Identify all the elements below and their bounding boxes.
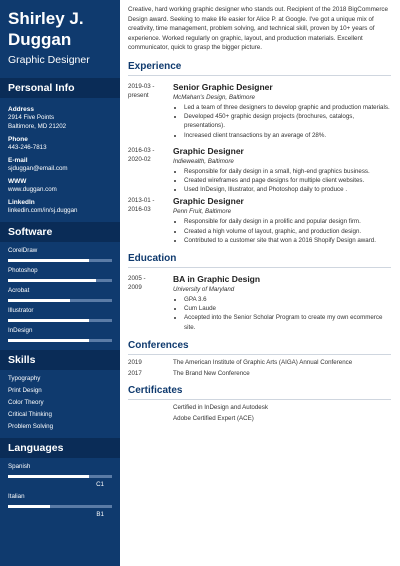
personal-info-heading: Personal Info [0, 78, 120, 98]
experience-heading: Experience [128, 61, 391, 76]
profile-summary: Creative, hard working graphic designer who stands out. Recipient of the 2018 BigCommerce Design award. Seeking to make life easier for Alice P. at Google. I've got a unique mix of creativity, time management, problem solving, and technical skill, proven by 10+ years of experience. Worked regularly on graphic, layout, and production materials. Excellent communicator, quick to grasp the bigger picture. [128, 6, 389, 52]
school: University of Maryland [173, 286, 235, 293]
email-value: sjduggan@email.com [8, 165, 68, 172]
software-bar [8, 259, 112, 262]
job-bullets [173, 217, 391, 245]
employer: Indiewealth, Baltimore [173, 157, 234, 165]
job-bullets [173, 167, 391, 195]
conferences-list [128, 359, 391, 377]
software-label: Photoshop [8, 267, 38, 274]
email-label: E-mail [8, 157, 28, 164]
bullet-item: • Created a high volume of layout, graphic, and production design. [184, 227, 391, 236]
experience-list [128, 82, 391, 245]
experience-entry [128, 82, 391, 140]
conference-row [128, 359, 391, 366]
conference-year: 2017 [128, 369, 142, 377]
job-title: Senior Graphic Designer [173, 81, 273, 92]
software-bar-fill [8, 259, 89, 262]
name-line-1: Shirley J. [8, 9, 84, 28]
certificate-spacer [128, 415, 173, 422]
software-item [0, 307, 120, 322]
date-end: present [128, 91, 149, 99]
skills-list [0, 375, 120, 430]
date-end: 2020-02 [128, 155, 151, 163]
entry-date [128, 146, 173, 195]
language-item [0, 463, 120, 488]
bullet-item: • Cum Laude [184, 304, 391, 313]
language-level: B1 [96, 511, 104, 518]
phone-value: 443-246-7813 [8, 144, 47, 151]
entry-body [173, 274, 391, 332]
date-start: 2013-01 - [128, 197, 155, 205]
entry-date [128, 82, 173, 140]
bullet-item: • Led a team of three designers to develop graphic and production materials. [184, 103, 391, 112]
bullet-item: • Created wireframes and page designs for multiple client websites. [184, 176, 391, 185]
software-bar-fill [8, 299, 70, 302]
language-bar-fill [8, 505, 50, 508]
skill-item: Critical Thinking [8, 411, 52, 418]
language-label: Italian [8, 493, 25, 500]
conference-name: The Brand New Conference [173, 369, 250, 377]
certificate-row [128, 415, 391, 422]
address-line-2: Baltimore, MD 21202 [8, 123, 67, 130]
skill-item: Print Design [8, 387, 42, 394]
software-item [0, 287, 120, 302]
date-start: 2019-03 - [128, 82, 155, 90]
name-line-2: Duggan [8, 30, 72, 49]
software-bar-fill [8, 339, 89, 342]
linkedin-value: linkedin.com/in/sj.duggan [8, 207, 78, 214]
address-line-1: 2914 Five Points [8, 114, 55, 121]
experience-entry [128, 196, 391, 245]
www-label: WWW [8, 178, 27, 185]
personal-info [0, 98, 120, 215]
bullet-item: • GPA 3.6 [184, 295, 391, 304]
employer: McMahan's Design, Baltimore [173, 93, 255, 101]
bullet-item: • Responsible for daily design in a small, high-end graphics business. [184, 167, 391, 176]
software-bar [8, 339, 112, 342]
job-role: Graphic Designer [8, 54, 90, 66]
software-bar [8, 279, 112, 282]
date-start: 2005 - [128, 275, 146, 282]
languages-list [0, 463, 120, 518]
software-bar-fill [8, 279, 96, 282]
certificates-list [128, 404, 391, 422]
software-label: CorelDraw [8, 247, 38, 254]
software-heading: Software [0, 222, 120, 242]
experience-entry [128, 146, 391, 195]
entry-body [173, 146, 391, 195]
software-bar [8, 319, 112, 322]
software-list [0, 247, 120, 342]
bullet-item: • Developed 450+ graphic design projects (brochures, catalogs, presentations). [184, 112, 391, 130]
conferences-heading: Conferences [128, 340, 391, 355]
certificate-spacer [128, 404, 173, 411]
languages-heading: Languages [0, 438, 120, 458]
bullet-item: • Used InDesign, Illustrator, and Photoshop daily to produce . [184, 185, 391, 194]
certificate-row [128, 404, 391, 411]
education-entry [128, 274, 391, 332]
phone-label: Phone [8, 136, 28, 143]
skill-item: Color Theory [8, 399, 44, 406]
entry-body [173, 196, 391, 245]
language-level: C1 [96, 481, 104, 488]
name-block [0, 0, 120, 74]
entry-date [128, 196, 173, 245]
employer: Penn Fruit, Baltimore [173, 208, 232, 216]
conference-name: The American Institute of Graphic Arts (AIGA) Annual Conference [173, 358, 353, 366]
conference-row [128, 370, 391, 377]
entry-body [173, 82, 391, 140]
education-heading: Education [128, 253, 391, 268]
linkedin-label: LinkedIn [8, 199, 35, 206]
certificate-name: Adobe Certified Expert (ACE) [173, 414, 254, 422]
bullet-item: • Contributed to a customer site that won a 2016 Shopify Design award. [184, 236, 391, 245]
language-label: Spanish [8, 463, 31, 470]
job-title: Graphic Designer [173, 145, 244, 156]
education-bullets [173, 295, 391, 332]
certificates-heading: Certificates [128, 385, 391, 400]
bullet-item: • Responsible for daily design in a prolific and popular design firm. [184, 217, 391, 226]
software-label: Acrobat [8, 287, 30, 294]
www-value: www.duggan.com [8, 186, 57, 193]
software-item [0, 267, 120, 282]
address-label: Address [8, 106, 35, 113]
software-item [0, 247, 120, 262]
language-bar [8, 505, 112, 508]
software-label: Illustrator [8, 307, 34, 314]
date-end: 2009 [128, 284, 142, 291]
conference-year: 2019 [128, 358, 142, 366]
language-bar-fill [8, 475, 89, 478]
software-bar-fill [8, 319, 89, 322]
software-item [0, 327, 120, 342]
certificate-name: Certified in InDesign and Autodesk [173, 403, 268, 411]
sidebar [0, 0, 120, 566]
degree: BA in Graphic Design [173, 274, 261, 284]
date-end: 2016-03 [128, 206, 151, 214]
entry-date [128, 274, 173, 332]
language-bar [8, 475, 112, 478]
job-bullets [173, 103, 391, 140]
bullet-item: • Accepted into the Senior Scholar Program to create my own ecommerce site. [184, 313, 391, 331]
job-title: Graphic Designer [173, 196, 244, 207]
skill-item: Typography [8, 375, 41, 382]
software-label: InDesign [8, 327, 33, 334]
date-start: 2016-03 - [128, 146, 155, 154]
language-item [0, 493, 120, 518]
main-column [120, 0, 400, 566]
bullet-item: • Increased client transactions by an average of 28%. [184, 131, 391, 140]
skills-heading: Skills [0, 350, 120, 370]
skill-item: Problem Solving [8, 423, 54, 430]
software-bar [8, 299, 112, 302]
